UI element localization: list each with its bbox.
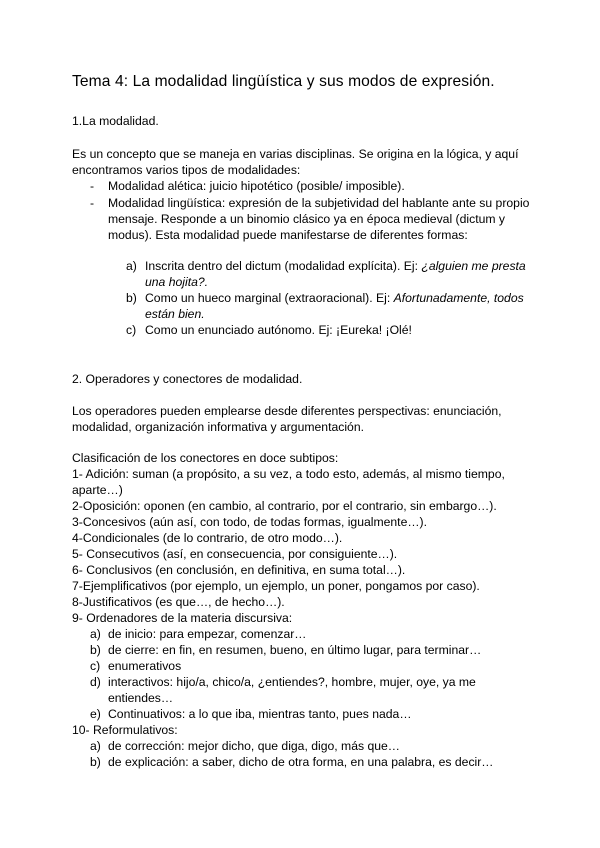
form-item-extraoracional [145, 290, 524, 307]
document-title: Tema 4: La modalidad lingüística y sus modos de expresión. [72, 73, 495, 90]
list-marker: a) [90, 627, 101, 641]
ordenador-enumerativos: enumerativos [108, 659, 182, 673]
ordenador-continuativos: Continuativos: a lo que iba, mientras tanto, pues nada… [108, 707, 412, 721]
connector-oposicion: 2-Oposición: oponen (en cambio, al contrario, por el contrario, sin embargo…). [72, 499, 497, 513]
example-text: Afortunadamente, todos [393, 291, 524, 305]
paragraph-line: Los operadores pueden emplearse desde diferentes perspectivas: enunciación, [72, 404, 502, 418]
connector-condicionales: 4-Condicionales (de lo contrario, de otro modo…). [72, 531, 343, 545]
ordenador-inicio: de inicio: para empezar, comenzar… [108, 627, 307, 641]
list-marker: b) [90, 643, 101, 657]
connector-adicion: 1- Adición: suman (a propósito, a su vez, a todo esto, además, al mismo tiempo, [72, 467, 505, 481]
connector-reformulativos: 10- Reformulativos: [72, 723, 178, 737]
reformulativo-explicacion: de explicación: a saber, dicho de otra forma, en una palabra, es decir… [108, 755, 494, 769]
example-text-cont [145, 274, 208, 291]
paragraph-line: modalidad, organización informativa y argumentación. [72, 420, 364, 434]
bullet-item-linguistica: Modalidad lingüística: expresión de la subjetividad del hablante ante su propio [108, 196, 530, 210]
bullet-marker: - [90, 179, 95, 193]
example-text: ¿alguien me presta [421, 259, 526, 273]
connector-consecutivos: 5- Consecutivos (así, en consecuencia, por consiguiente…). [72, 547, 398, 561]
bullet-item-linguistica-cont: modus). Esta modalidad puede manifestarse de diferentes formas: [108, 228, 468, 242]
ordenador-interactivos: interactivos: hijo/a, chico/a, ¿entiendes?, hombre, mujer, oye, ya me [108, 675, 476, 689]
list-marker: b) [90, 755, 101, 769]
example-text-cont [145, 306, 205, 323]
list-marker: c) [126, 323, 137, 337]
connector-concesivos: 3-Concesivos (aún así, con todo, de todas formas, igualmente…). [72, 515, 427, 529]
form-item-explicita [145, 258, 526, 275]
list-marker: a) [126, 259, 137, 273]
connector-adicion-cont: aparte…) [72, 483, 123, 497]
bullet-item-aletica: Modalidad alética: juicio hipotético (posible/ imposible). [108, 179, 405, 193]
list-marker: b) [126, 291, 137, 305]
connector-conclusivos: 6- Conclusivos (en conclusión, en definitiva, en suma total…). [72, 563, 406, 577]
bullet-marker: - [90, 196, 95, 210]
form-text: Como un hueco marginal (extraoracional). Ej: [145, 291, 394, 305]
classification-intro: Clasificación de los conectores en doce subtipos: [72, 451, 339, 465]
section-1-heading: 1.La modalidad. [72, 114, 159, 128]
example-text: están bien. [145, 307, 205, 321]
paragraph-line: Es un concepto que se maneja en varias disciplinas. Se origina en la lógica, y aquí [72, 147, 519, 161]
connector-ordenadores: 9- Ordenadores de la materia discursiva: [72, 611, 293, 625]
list-marker: c) [90, 659, 101, 673]
list-marker: a) [90, 739, 101, 753]
connector-ejemplificativos: 7-Ejemplificativos (por ejemplo, un ejemplo, un poner, pongamos por caso). [72, 579, 480, 593]
ordenador-cierre: de cierre: en fin, en resumen, bueno, en último lugar, para terminar… [108, 643, 482, 657]
list-marker: d) [90, 675, 101, 689]
list-marker: e) [90, 707, 101, 721]
paragraph-line: encontramos varios tipos de modalidades: [72, 163, 301, 177]
form-text: Inscrita dentro del dictum (modalidad explícita). Ej: [145, 259, 422, 273]
form-item-autonomo: Como un enunciado autónomo. Ej: ¡Eureka! ¡Olé! [145, 323, 412, 337]
ordenador-interactivos-cont: entiendes… [108, 691, 174, 705]
connector-justificativos: 8-Justificativos (es que…, de hecho…). [72, 595, 285, 609]
section-2-heading: 2. Operadores y conectores de modalidad. [72, 372, 303, 386]
example-text: una hojita?. [145, 275, 209, 289]
reformulativo-correccion: de corrección: mejor dicho, que diga, digo, más que… [108, 739, 400, 753]
bullet-item-linguistica-cont: mensaje. Responde a un binomio clásico ya en época medieval (dictum y [108, 212, 505, 226]
